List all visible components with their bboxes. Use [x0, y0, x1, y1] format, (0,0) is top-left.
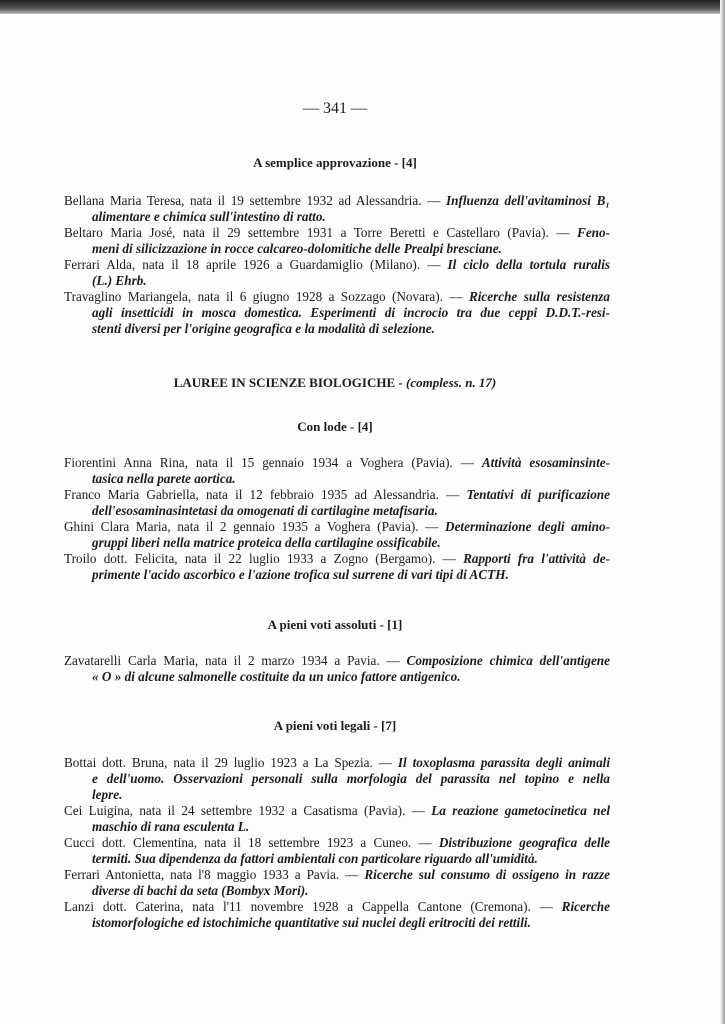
- thesis-title: gruppi liberi nella matrice proteica della cartilagine ossificabile.: [92, 535, 441, 550]
- entry-line-thesis: [92, 471, 610, 487]
- entry-line-thesis: [92, 321, 610, 337]
- entry-line-thesis: [92, 209, 610, 225]
- thesis-title: lepre.: [92, 787, 123, 802]
- thesis-title: agli insetticidi in mosca domestica. Esperimenti di incrocio tra due ceppi D.D.T.-resi-: [92, 305, 610, 320]
- thesis-title: termiti. Sua dipendenza da fattori ambientali con particolare riguardo all'umidità.: [92, 851, 538, 866]
- thesis-title: « O » di alcune salmonelle costituite da un unico fattore antigenico.: [92, 669, 461, 684]
- entry-line-thesis: [92, 305, 610, 321]
- entry-line-graduate: [64, 551, 610, 567]
- thesis-title: maschio di rana esculenta L.: [92, 819, 250, 834]
- entry-line-graduate: [64, 455, 610, 471]
- thesis-title: Il ciclo della tortula ruralis: [447, 257, 611, 272]
- entry-line-graduate: [64, 257, 610, 273]
- graduate-details: Bottai dott. Bruna, nata il 29 luglio 1923 a La Spezia. —: [64, 755, 398, 770]
- entry-line-graduate: [64, 867, 610, 883]
- thesis-title: tasica nella parete aortica.: [92, 471, 236, 486]
- graduate-details: Lanzi dott. Caterina, nata l'11 novembre 1928 a Cappella Cantone (Cremona). —: [64, 899, 562, 914]
- entry-line-graduate: [64, 487, 610, 503]
- thesis-title: diverse di bachi da seta (Bombyx Mori).: [92, 883, 309, 898]
- graduate-details: Travaglino Mariangela, nata il 6 giugno 1928 a Sozzago (Novara). —: [64, 289, 469, 304]
- thesis-title: alimentare e chimica sull'intestino di ratto.: [92, 209, 326, 224]
- graduate-details: Ferrari Antonietta, nata l'8 maggio 1933 a Pavia. —: [64, 867, 365, 882]
- section-heading-text: Con lode - [4]: [297, 419, 373, 434]
- graduate-details: Beltaro Maria José, nata il 29 settembre 1931 a Torre Beretti e Castellaro (Pavia). —: [64, 225, 578, 240]
- thesis-title: Influenza dell'avitaminosi B₁: [446, 193, 610, 208]
- thesis-title: e dell'uomo. Osservazioni personali sulla morfologia del parassita nel topino e nella: [92, 771, 610, 786]
- graduate-details: Zavatarelli Carla Maria, nata il 2 marzo 1934 a Pavia. —: [64, 653, 407, 668]
- graduate-details: Fiorentini Anna Rina, nata il 15 gennaio 1934 a Voghera (Pavia). —: [64, 455, 482, 470]
- entry-line-graduate: [64, 899, 610, 915]
- graduate-details: Troilo dott. Felicita, nata il 22 luglio 1933 a Zogno (Bergamo). —: [64, 551, 464, 566]
- entry-line-thesis: [92, 787, 610, 803]
- entry-line-thesis: [92, 669, 610, 685]
- thesis-title: istomorfologiche ed istochimiche quantitative sui nuclei degli eritrociti dei rettili.: [92, 915, 531, 930]
- thesis-title: Determinazione degli amino-: [445, 519, 610, 534]
- entry-line-thesis: [92, 241, 610, 257]
- thesis-title: Rapporti fra l'attività de-: [463, 551, 610, 566]
- section-heading: [0, 375, 670, 391]
- entry-line-thesis: [92, 273, 610, 289]
- graduate-details: Bellana Maria Teresa, nata il 19 settembre 1932 ad Alessandria. —: [64, 193, 447, 208]
- thesis-title: Tentativi di purificazione: [466, 487, 610, 502]
- graduate-details: Ferrari Alda, nata il 18 aprile 1926 a Guardamiglio (Milano). —: [64, 257, 448, 272]
- thesis-title: stenti diversi per l'origine geografica e la modalità di selezione.: [92, 321, 435, 336]
- entry-line-graduate: [64, 835, 610, 851]
- section-heading: [0, 155, 670, 171]
- thesis-title: meni di silicizzazione in rocce calcareo-dolomitiche delle Prealpi bresciane.: [92, 241, 502, 256]
- entry-line-thesis: [92, 883, 610, 899]
- section-heading-text: A pieni voti assoluti - [1]: [267, 617, 403, 632]
- thesis-title: Il toxoplasma parassita degli animali: [397, 755, 610, 770]
- entry-line-thesis: [92, 819, 610, 835]
- section-heading-text: A semplice approvazione - [4]: [253, 155, 417, 170]
- graduate-details: Cucci dott. Clementina, nata il 18 settembre 1923 a Cuneo. —: [64, 835, 439, 850]
- thesis-title: dell'esosaminasintetasi da omogenati di cartilagine metafisaria.: [92, 503, 438, 518]
- section-heading-count: (compless. n. 17): [405, 375, 497, 390]
- graduate-details: Franco Maria Gabriella, nata il 12 febbraio 1935 ad Alessandria. —: [64, 487, 467, 502]
- entry-line-thesis: [92, 567, 610, 583]
- graduate-details: Cei Luigina, nata il 24 settembre 1932 a Casatisma (Pavia). —: [64, 803, 432, 818]
- thesis-title: Distribuzione geografica delle: [438, 835, 610, 850]
- section-heading: [0, 419, 670, 435]
- entry-line-thesis: [92, 535, 610, 551]
- thesis-title: Ricerche: [561, 899, 610, 914]
- thesis-title: La reazione gametocinetica nel: [431, 803, 610, 818]
- graduate-details: Ghini Clara Maria, nata il 2 gennaio 1935 a Voghera (Pavia). —: [64, 519, 446, 534]
- thesis-title: Attività esosaminsinte-: [481, 455, 610, 470]
- section-heading: [0, 718, 670, 734]
- scan-right-edge: [720, 0, 725, 1024]
- section-heading-text: A pieni voti legali - [7]: [273, 718, 397, 733]
- entry-line-thesis: [92, 771, 610, 787]
- thesis-title: Composizione chimica dell'antigene: [406, 653, 610, 668]
- thesis-title: primente l'acido ascorbico e l'azione trofica sul surrene di vari tipi di ACTH.: [92, 567, 509, 582]
- entry-line-graduate: [64, 519, 610, 535]
- entry-line-graduate: [64, 225, 610, 241]
- entry-line-graduate: [64, 653, 610, 669]
- entry-line-graduate: [64, 803, 610, 819]
- entry-line-thesis: [92, 851, 610, 867]
- thesis-title: Feno-: [577, 225, 610, 240]
- entry-line-graduate: [64, 289, 610, 305]
- entry-line-graduate: [64, 755, 610, 771]
- thesis-title: Ricerche sul consumo di ossigeno in razze: [364, 867, 610, 882]
- entry-line-thesis: [92, 915, 610, 931]
- scan-top-edge: [0, 0, 725, 14]
- entry-line-graduate: [64, 193, 610, 209]
- section-heading-text: LAUREE IN SCIENZE BIOLOGICHE -: [173, 375, 406, 390]
- entry-line-thesis: [92, 503, 610, 519]
- page-number: — 341 —: [303, 100, 367, 117]
- section-heading: [0, 617, 670, 633]
- thesis-title: (L.) Ehrb.: [92, 273, 147, 288]
- thesis-title: Ricerche sulla resistenza: [468, 289, 611, 304]
